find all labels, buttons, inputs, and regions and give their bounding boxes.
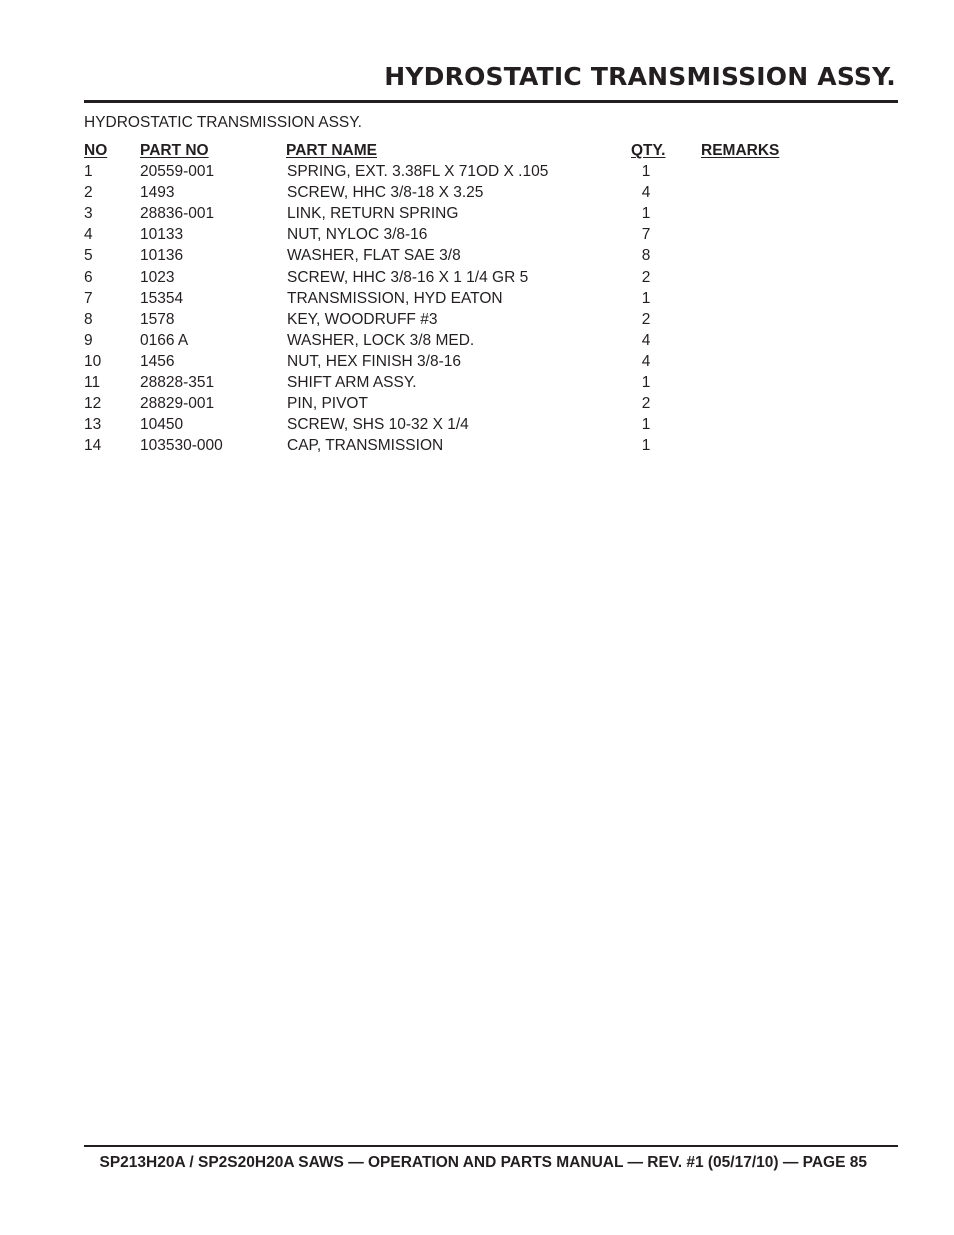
cell-part-no: 20559-001 (140, 163, 215, 181)
cell-no: 12 (84, 395, 102, 413)
cell-qty: 2 (641, 268, 651, 286)
cell-part-name: NUT, NYLOC 3/8-16 (287, 226, 428, 244)
column-header-qty: QTY. (631, 142, 666, 159)
cell-qty: 2 (641, 310, 651, 328)
cell-qty: 1 (641, 163, 651, 181)
cell-part-no: 10133 (140, 226, 184, 244)
cell-qty: 4 (641, 352, 651, 370)
cell-part-name: SHIFT ARM ASSY. (287, 374, 417, 392)
cell-qty: 1 (641, 374, 651, 392)
column-header-no: NO (84, 142, 108, 159)
parts-table (84, 140, 804, 456)
cell-part-name: SCREW, SHS 10-32 X 1/4 (287, 416, 469, 434)
cell-no: 5 (84, 247, 93, 265)
column-header-part-name: PART NAME (286, 142, 377, 159)
cell-part-name: PIN, PIVOT (287, 395, 368, 413)
table-row (84, 267, 804, 288)
footer-text: SP213H20A / SP2S20H20A SAWS — OPERATION AND PARTS MANUAL — REV. #1 (05/17/10) — PAGE 85 (99, 1154, 867, 1171)
table-header-row (84, 140, 804, 161)
table-row (84, 414, 804, 435)
page-title: HYDROSTATIC TRANSMISSION ASSY. (384, 62, 896, 91)
cell-part-no: 15354 (140, 289, 184, 307)
cell-part-name: KEY, WOODRUFF #3 (287, 310, 438, 328)
cell-part-name: NUT, HEX FINISH 3/8-16 (287, 352, 461, 370)
cell-qty: 1 (641, 416, 651, 434)
cell-qty: 4 (641, 184, 651, 202)
cell-qty: 1 (641, 289, 651, 307)
cell-no: 10 (84, 352, 102, 370)
cell-part-no: 1493 (140, 184, 175, 202)
cell-no: 6 (84, 268, 93, 286)
table-row (84, 245, 804, 266)
column-header-remarks: REMARKS (701, 142, 780, 159)
cell-no: 14 (84, 437, 102, 455)
table-row (84, 203, 804, 224)
cell-part-no: 1578 (140, 310, 175, 328)
cell-qty: 7 (641, 226, 651, 244)
cell-qty: 2 (641, 395, 651, 413)
cell-part-no: 10136 (140, 247, 184, 265)
cell-part-no: 1023 (140, 268, 175, 286)
table-row (84, 372, 804, 393)
cell-part-no: 10450 (140, 416, 184, 434)
cell-part-name: WASHER, LOCK 3/8 MED. (287, 331, 475, 349)
cell-no: 2 (84, 184, 93, 202)
title-divider (84, 100, 898, 103)
table-row (84, 435, 804, 456)
cell-no: 8 (84, 310, 93, 328)
cell-part-no: 28829-001 (140, 395, 215, 413)
table-row (84, 288, 804, 309)
table-row (84, 182, 804, 203)
cell-part-name: CAP, TRANSMISSION (287, 437, 444, 455)
table-row (84, 393, 804, 414)
cell-part-name: SPRING, EXT. 3.38FL X 71OD X .105 (287, 163, 549, 181)
table-row (84, 330, 804, 351)
column-header-part-no: PART NO (140, 142, 209, 159)
cell-no: 9 (84, 331, 93, 349)
cell-part-no: 1456 (140, 352, 175, 370)
cell-part-name: SCREW, HHC 3/8-18 X 3.25 (287, 184, 484, 202)
table-row (84, 224, 804, 245)
cell-part-name: LINK, RETURN SPRING (287, 205, 459, 223)
table-row (84, 351, 804, 372)
cell-no: 4 (84, 226, 93, 244)
cell-no: 13 (84, 416, 102, 434)
cell-qty: 1 (641, 205, 651, 223)
section-heading: HYDROSTATIC TRANSMISSION ASSY. (84, 114, 362, 131)
cell-part-name: WASHER, FLAT SAE 3/8 (287, 247, 461, 265)
cell-part-no: 103530-000 (140, 437, 223, 455)
cell-no: 7 (84, 289, 93, 307)
table-body (84, 161, 804, 456)
footer-divider (84, 1145, 898, 1147)
cell-part-no: 28828-351 (140, 374, 215, 392)
cell-qty: 4 (641, 331, 651, 349)
cell-no: 11 (84, 374, 101, 392)
table-row (84, 309, 804, 330)
table-row (84, 161, 804, 182)
cell-no: 1 (84, 163, 93, 181)
cell-part-no: 28836-001 (140, 205, 215, 223)
cell-part-name: SCREW, HHC 3/8-16 X 1 1/4 GR 5 (287, 268, 529, 286)
cell-qty: 8 (641, 247, 651, 265)
cell-part-no: 0166 A (140, 331, 189, 349)
cell-part-name: TRANSMISSION, HYD EATON (287, 289, 503, 307)
cell-no: 3 (84, 205, 93, 223)
cell-qty: 1 (641, 437, 651, 455)
